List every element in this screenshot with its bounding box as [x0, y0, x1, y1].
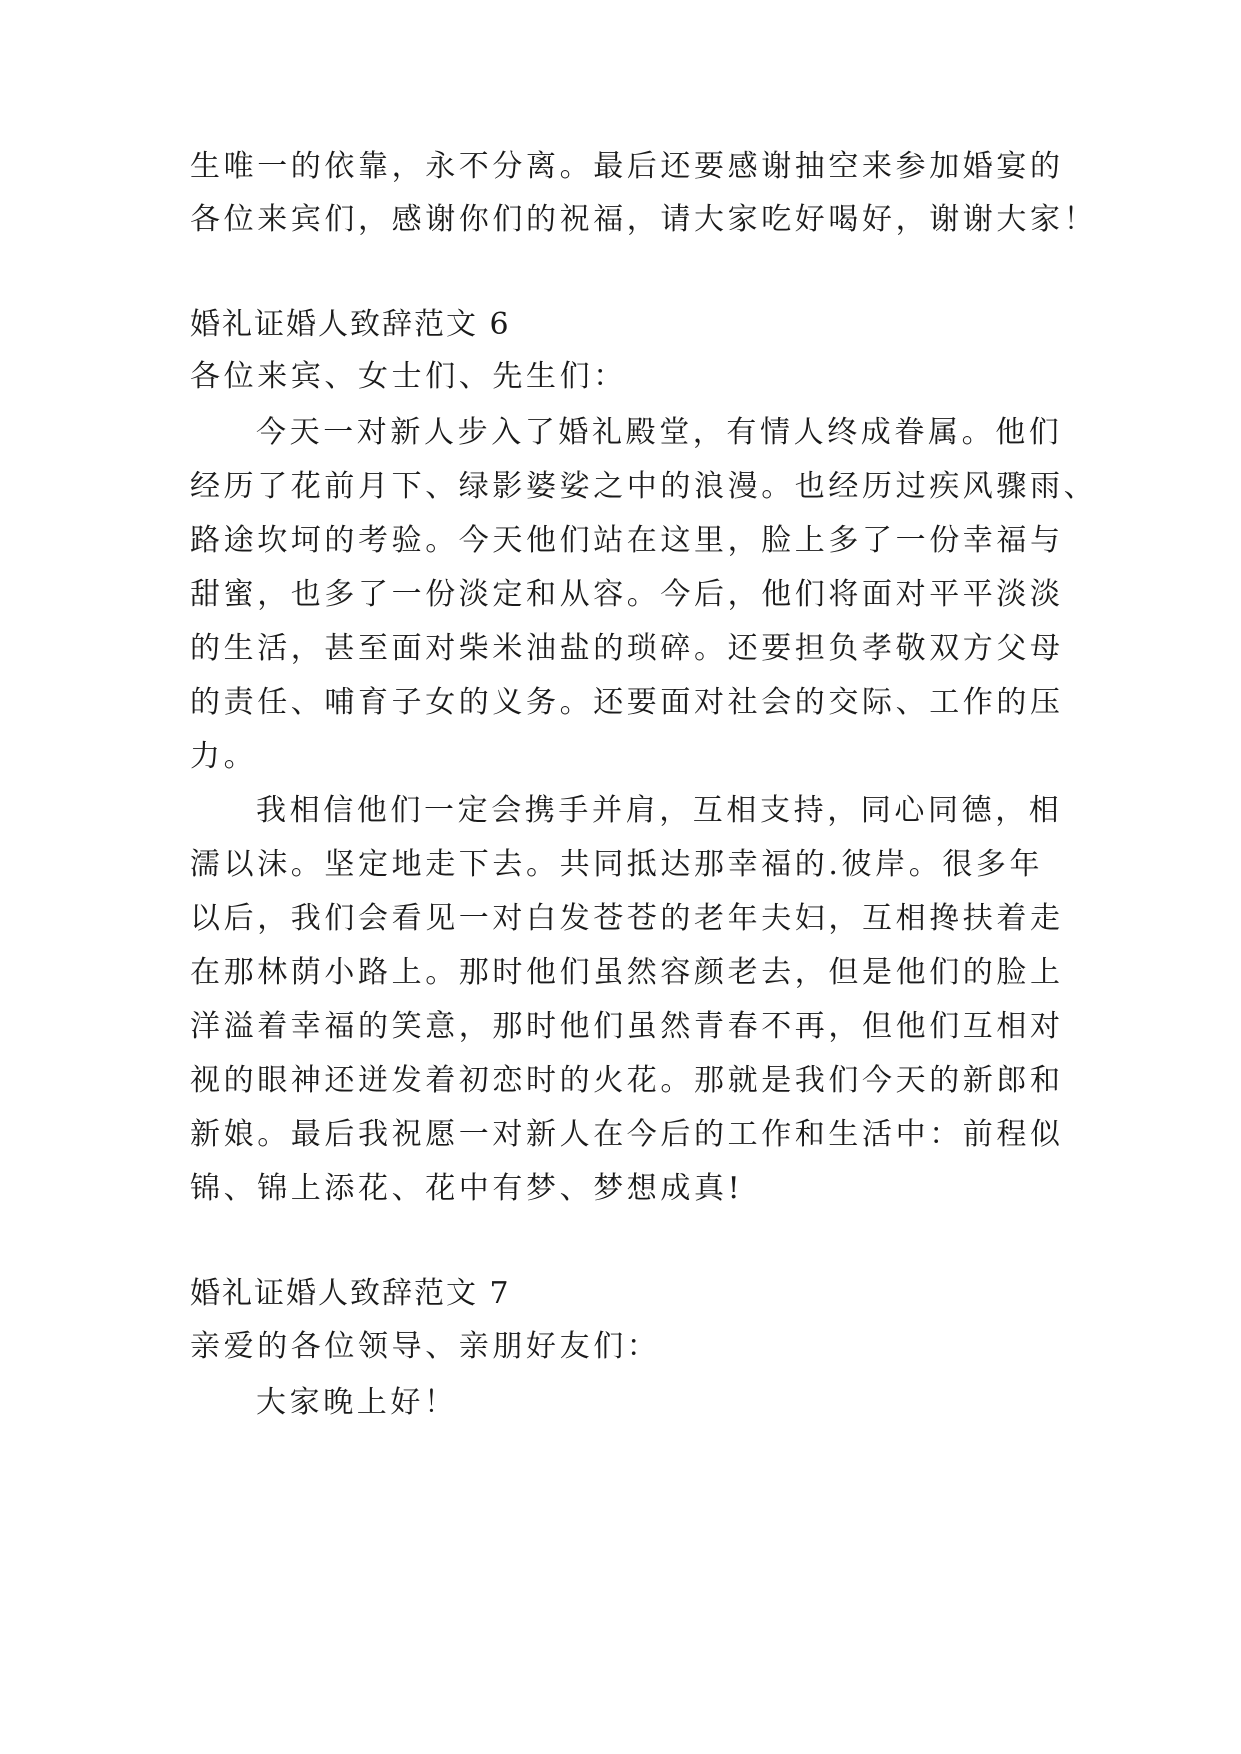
greeting: 大家晚上好！ [256, 1385, 458, 1420]
paragraph-line: 我相信他们一定会携手并肩，互相支持，同心同德，相 [256, 793, 1063, 828]
paragraph-line: 濡以沫。坚定地走下去。共同抵达那幸福的.彼岸。很多年 [190, 847, 1044, 882]
paragraph-line: 路途坎坷的考验。今天他们站在这里，脸上多了一份幸福与 [190, 523, 1064, 558]
text-line: 各位来宾们，感谢你们的祝福，请大家吃好喝好，谢谢大家！ [190, 202, 1098, 237]
paragraph-line: 经历了花前月下、绿影婆娑之中的浪漫。也经历过疾风骤雨、 [190, 469, 1098, 504]
paragraph-line: 以后，我们会看见一对白发苍苍的老年夫妇，互相搀扶着走 [190, 901, 1064, 936]
paragraph-line: 锦、锦上添花、花中有梦、梦想成真! [190, 1171, 744, 1206]
paragraph-line: 今天一对新人步入了婚礼殿堂，有情人终成眷属。他们 [256, 415, 1063, 450]
paragraph-line: 洋溢着幸福的笑意，那时他们虽然青春不再，但他们互相对 [190, 1009, 1064, 1044]
paragraph-line: 的生活，甚至面对柴米油盐的琐碎。还要担负孝敬双方父母 [190, 631, 1064, 666]
paragraph-line: 新娘。最后我祝愿一对新人在今后的工作和生活中：前程似 [190, 1117, 1064, 1152]
section-title: 婚礼证婚人致辞范文 7 [190, 1276, 511, 1311]
paragraph-line: 的责任、哺育子女的义务。还要面对社会的交际、工作的压 [190, 685, 1064, 720]
salutation: 亲爱的各位领导、亲朋好友们： [190, 1329, 661, 1364]
paragraph-line: 甜蜜，也多了一份淡定和从容。今后，他们将面对平平淡淡 [190, 577, 1064, 612]
salutation: 各位来宾、女士们、先生们： [190, 359, 627, 394]
paragraph-line: 力。 [190, 739, 258, 774]
paragraph-line: 视的眼神还迸发着初恋时的火花。那就是我们今天的新郎和 [190, 1063, 1064, 1098]
paragraph-line: 在那林荫小路上。那时他们虽然容颜老去，但是他们的脸上 [190, 955, 1064, 990]
section-title: 婚礼证婚人致辞范文 6 [190, 307, 511, 342]
text-line: 生唯一的依靠，永不分离。最后还要感谢抽空来参加婚宴的 [190, 149, 1064, 184]
